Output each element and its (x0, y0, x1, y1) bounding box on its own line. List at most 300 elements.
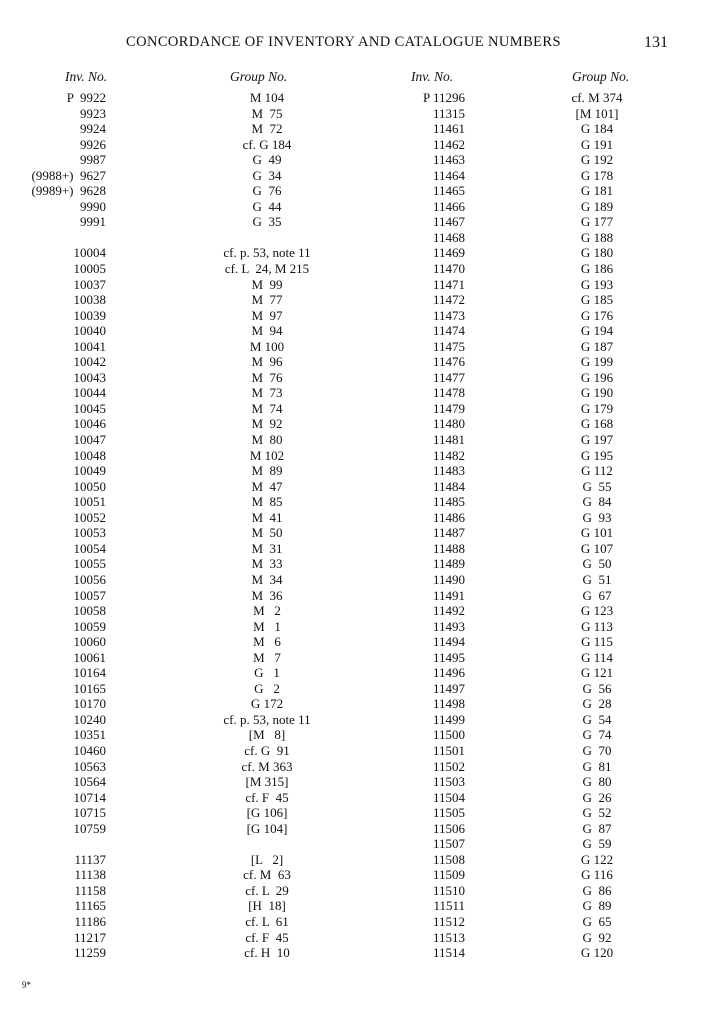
group-number: G 172 (250, 696, 284, 712)
table-row (357, 168, 714, 184)
inventory-number: 11514 (432, 945, 465, 961)
table-row (0, 152, 357, 168)
table-row (357, 199, 714, 215)
table-row (357, 277, 714, 293)
table-row (0, 168, 357, 184)
group-number: G 192 (580, 152, 614, 168)
group-number: G 179 (580, 400, 614, 416)
inventory-number: 10005 (73, 261, 106, 277)
table-row (0, 650, 357, 666)
group-number: M 75 (251, 105, 283, 121)
inventory-number: 11491 (432, 587, 465, 603)
group-number: M 31 (251, 540, 283, 556)
right-inv-column-header: Inv. No. (411, 69, 454, 84)
table-row (357, 930, 714, 946)
group-number: G 191 (580, 136, 614, 152)
group-number: M 50 (251, 525, 283, 541)
inventory-number: 11462 (432, 136, 465, 152)
table-row (357, 759, 714, 775)
table-row (357, 681, 714, 697)
group-number: M 36 (251, 587, 283, 603)
group-number: M 102 (249, 447, 285, 463)
inventory-number: 10240 (73, 711, 106, 727)
group-number: G 190 (580, 385, 614, 401)
group-number: G 194 (580, 323, 614, 339)
inventory-number: 11479 (432, 400, 465, 416)
table-row (357, 790, 714, 806)
group-number: cf. F 45 (245, 789, 289, 805)
table-row (357, 292, 714, 308)
group-number: cf. p. 53, note 11 (223, 711, 311, 727)
table-row (0, 681, 357, 697)
inventory-number: 11138 (74, 867, 106, 883)
inventory-number: 10061 (73, 649, 106, 665)
inventory-number: 9926 (80, 136, 106, 152)
group-number: M 77 (251, 292, 283, 308)
table-row (0, 106, 357, 122)
inventory-number: P 11296 (422, 90, 465, 105)
table-row (357, 914, 714, 930)
table-row (0, 479, 357, 495)
inventory-number: 10055 (73, 556, 106, 572)
inventory-number: 11484 (432, 478, 465, 494)
inventory-number: 10563 (73, 758, 106, 774)
group-number: G 44 (252, 198, 282, 214)
group-number: cf. G 91 (244, 742, 290, 758)
group-number: M 96 (251, 354, 283, 370)
group-number: G 188 (580, 229, 614, 245)
table-row (0, 696, 357, 712)
inventory-number: 11469 (432, 245, 465, 261)
group-number: M 41 (251, 509, 283, 525)
table-row (0, 199, 357, 215)
group-number: G 112 (581, 463, 613, 479)
table-row (357, 401, 714, 417)
table-row (357, 727, 714, 743)
inventory-number: 10053 (73, 525, 106, 541)
group-number: G 87 (582, 820, 612, 836)
group-number: G 178 (580, 167, 614, 183)
table-row (0, 525, 357, 541)
inventory-number: 10048 (73, 447, 106, 463)
table-row (357, 308, 714, 324)
table-row (357, 556, 714, 572)
inventory-number: 11489 (432, 556, 465, 572)
table-row (357, 852, 714, 868)
group-number: G 123 (580, 603, 614, 619)
table-row (357, 183, 714, 199)
table-row (357, 665, 714, 681)
table-row (0, 572, 357, 588)
table-row (0, 588, 357, 604)
group-number: G 168 (580, 416, 614, 432)
group-number: G 184 (580, 121, 614, 137)
table-row (0, 790, 357, 806)
group-number: cf. L 29 (245, 882, 289, 898)
table-row (0, 401, 357, 417)
inventory-number: 10715 (73, 805, 106, 821)
table-row (0, 821, 357, 837)
group-number: cf. L 61 (245, 913, 289, 929)
group-number: M 97 (251, 307, 283, 323)
inventory-number: 11495 (432, 649, 465, 665)
group-number: M 7 (253, 649, 281, 665)
group-number: G 177 (580, 214, 614, 230)
group-number: G 2 (254, 680, 280, 696)
table-row (0, 90, 357, 106)
group-number: G 193 (580, 276, 614, 292)
group-number: M 72 (251, 121, 283, 137)
inventory-number: 11511 (433, 898, 465, 914)
inventory-number: 11490 (432, 571, 465, 587)
inventory-number: 10056 (73, 571, 106, 587)
inventory-number: 10037 (73, 276, 106, 292)
group-number: G 74 (582, 727, 612, 743)
table-row (357, 370, 714, 386)
table-row (0, 759, 357, 775)
table-row (357, 898, 714, 914)
inventory-number: 11470 (432, 261, 465, 277)
table-row (357, 883, 714, 899)
inventory-number: 11510 (432, 882, 465, 898)
group-number: G 89 (582, 898, 612, 914)
table-row (0, 603, 357, 619)
inventory-number: 11507 (432, 836, 465, 852)
group-number: G 54 (582, 711, 612, 727)
group-number: M 99 (251, 276, 283, 292)
group-number: M 6 (253, 634, 281, 650)
group-number: [L 2] (250, 851, 284, 867)
inventory-number: 9923 (80, 105, 106, 121)
table-row (357, 479, 714, 495)
group-number: G 81 (582, 758, 612, 774)
group-number: [M 315] (245, 774, 289, 790)
group-number: M 80 (251, 432, 283, 448)
inventory-number: 11477 (432, 369, 465, 385)
inventory-number: 11509 (432, 867, 465, 883)
group-number: G 176 (580, 307, 614, 323)
table-row (0, 619, 357, 635)
table-row (357, 106, 714, 122)
group-number: M 74 (251, 400, 283, 416)
inventory-number: 9990 (80, 198, 106, 214)
inventory-number: 10038 (73, 292, 106, 308)
group-number: G 185 (580, 292, 614, 308)
table-row (357, 634, 714, 650)
table-row (357, 463, 714, 479)
table-row (0, 510, 357, 526)
inventory-number: 9924 (80, 121, 106, 137)
group-number: G 196 (580, 369, 614, 385)
group-number: G 80 (582, 774, 612, 790)
inventory-number: 10058 (73, 603, 106, 619)
group-number: cf. M 63 (243, 867, 291, 883)
table-row (357, 137, 714, 153)
group-number: G 1 (254, 665, 280, 681)
inventory-number: 11497 (432, 680, 465, 696)
table-row (0, 634, 357, 650)
table-row (357, 805, 714, 821)
group-number: [G 106] (246, 805, 288, 821)
inventory-number: 11475 (432, 338, 465, 354)
group-number: G 107 (580, 540, 614, 556)
group-number: G 197 (580, 432, 614, 448)
inventory-number: 11513 (432, 929, 465, 945)
table-row (357, 603, 714, 619)
group-number: G 186 (580, 261, 614, 277)
inventory-number: 11480 (432, 416, 465, 432)
group-number: G 93 (582, 509, 612, 525)
table-row (0, 214, 357, 230)
group-number: G 122 (580, 851, 614, 867)
inventory-number: 10054 (73, 540, 106, 556)
table-row (0, 432, 357, 448)
group-number: G 84 (582, 494, 612, 510)
table-row (0, 370, 357, 386)
table-row (0, 323, 357, 339)
table-row (0, 183, 357, 199)
table-row (357, 867, 714, 883)
inventory-number: 10759 (73, 820, 106, 836)
inventory-number: 11137 (74, 851, 106, 867)
table-row (0, 883, 357, 899)
table-row (357, 354, 714, 370)
table-row (357, 572, 714, 588)
group-number: M 2 (253, 603, 281, 619)
group-number: G 35 (252, 214, 282, 230)
table-row (0, 712, 357, 728)
group-number: G 55 (582, 478, 612, 494)
group-number: G 199 (580, 354, 614, 370)
right-concordance-table (357, 90, 714, 961)
group-number: M 85 (251, 494, 283, 510)
group-number: G 34 (252, 167, 282, 183)
left-inv-column-header: Inv. No. (65, 69, 108, 84)
inventory-number: 11492 (432, 603, 465, 619)
inventory-number: 11464 (432, 167, 465, 183)
group-number: G 187 (580, 338, 614, 354)
group-number: G 181 (580, 183, 614, 199)
table-row (0, 261, 357, 277)
inventory-number: 11486 (432, 509, 465, 525)
table-row (357, 245, 714, 261)
group-number: cf. M 374 (571, 90, 623, 105)
table-row (0, 556, 357, 572)
table-row (357, 385, 714, 401)
group-number: M 94 (251, 323, 283, 339)
table-row (357, 230, 714, 246)
group-number: G 114 (581, 649, 613, 665)
group-number: G 121 (580, 665, 614, 681)
page-header (0, 34, 714, 56)
inventory-number: 11502 (432, 758, 465, 774)
table-row (357, 90, 714, 106)
inventory-number: 11508 (432, 851, 465, 867)
inventory-number: 10044 (73, 385, 106, 401)
inventory-number: 11461 (432, 121, 465, 137)
inventory-number: 11504 (432, 789, 465, 805)
table-row (0, 292, 357, 308)
inventory-number: 10170 (73, 696, 106, 712)
inventory-number: (9989+) 9628 (31, 183, 106, 199)
inventory-number: P 9922 (66, 90, 106, 105)
inventory-number: 10043 (73, 369, 106, 385)
inventory-number: 11473 (432, 307, 465, 323)
table-row (357, 541, 714, 557)
table-row (357, 696, 714, 712)
inventory-number: 11512 (432, 913, 465, 929)
group-number: G 67 (582, 587, 612, 603)
table-row (357, 774, 714, 790)
inventory-number: 10165 (73, 680, 106, 696)
group-number: M 76 (251, 369, 283, 385)
table-row (357, 152, 714, 168)
table-row (357, 121, 714, 137)
inventory-number: 10460 (73, 742, 106, 758)
inventory-number: 11503 (432, 774, 465, 790)
group-number: G 65 (582, 913, 612, 929)
table-row (357, 416, 714, 432)
inventory-number: 10045 (73, 400, 106, 416)
inventory-number: 10041 (73, 338, 106, 354)
inventory-number: 10047 (73, 432, 106, 448)
table-row (357, 821, 714, 837)
inventory-number: 11493 (432, 618, 465, 634)
inventory-number: 11499 (432, 711, 465, 727)
group-number: G 56 (582, 680, 612, 696)
group-number: [M 101] (575, 105, 619, 121)
inventory-number: 11478 (432, 385, 465, 401)
right-group-column-header: Group No. (572, 69, 630, 84)
group-number: G 101 (580, 525, 614, 541)
inventory-number: 11217 (73, 929, 106, 945)
table-row (0, 541, 357, 557)
table-row (357, 339, 714, 355)
group-number: G 115 (581, 634, 613, 650)
inventory-number: 11165 (74, 898, 106, 914)
group-number: G 49 (252, 152, 282, 168)
inventory-number: 11259 (73, 945, 106, 961)
group-number: cf. G 184 (242, 136, 292, 152)
group-number: G 70 (582, 742, 612, 758)
table-row (0, 277, 357, 293)
inventory-number: 11472 (432, 292, 465, 308)
inventory-number: 10051 (73, 494, 106, 510)
signature-mark: 9* (22, 980, 31, 990)
group-number: G 195 (580, 447, 614, 463)
table-row (0, 354, 357, 370)
group-number: M 33 (251, 556, 283, 572)
inventory-number: 11466 (432, 198, 465, 214)
inventory-number: 11483 (432, 463, 465, 479)
table-row (357, 494, 714, 510)
inventory-number: 11474 (432, 323, 465, 339)
group-number: G 92 (582, 929, 612, 945)
table-row (0, 230, 357, 246)
table-row (357, 712, 714, 728)
group-number: cf. F 45 (245, 929, 289, 945)
page-number: 131 (644, 34, 668, 51)
table-row (0, 743, 357, 759)
table-row (357, 836, 714, 852)
group-number: G 120 (580, 945, 614, 961)
table-row (0, 463, 357, 479)
group-number: M 34 (251, 571, 283, 587)
group-number: G 113 (581, 618, 613, 634)
group-number: G 116 (581, 867, 613, 883)
group-number: M 92 (251, 416, 283, 432)
inventory-number: 10039 (73, 307, 106, 323)
inventory-number: 10059 (73, 618, 106, 634)
group-number: cf. L 24, M 215 (224, 261, 310, 277)
table-row (0, 665, 357, 681)
group-number: G 52 (582, 805, 612, 821)
table-row (0, 308, 357, 324)
table-row (0, 836, 357, 852)
inventory-number: 10042 (73, 354, 106, 370)
group-number: cf. p. 53, note 11 (223, 245, 311, 261)
inventory-number: (9988+) 9627 (31, 167, 106, 183)
running-title: CONCORDANCE OF INVENTORY AND CATALOGUE NUMBERS (126, 34, 561, 50)
inventory-number: 11498 (432, 696, 465, 712)
group-number: [H 18] (248, 898, 286, 914)
inventory-number: 10046 (73, 416, 106, 432)
inventory-number: 10164 (73, 665, 106, 681)
table-row (0, 494, 357, 510)
inventory-number: 11488 (432, 540, 465, 556)
table-row (357, 743, 714, 759)
table-row (357, 945, 714, 961)
group-number: G 26 (582, 789, 612, 805)
inventory-number: 11468 (432, 229, 465, 245)
inventory-number: 10004 (73, 245, 106, 261)
inventory-number: 11315 (432, 105, 465, 121)
group-number: G 189 (580, 198, 614, 214)
table-row (0, 914, 357, 930)
table-row (0, 867, 357, 883)
inventory-number: 10049 (73, 463, 106, 479)
table-row (0, 137, 357, 153)
group-number: G 86 (582, 882, 612, 898)
inventory-number: 11186 (74, 913, 106, 929)
left-concordance-table (0, 90, 357, 961)
group-number: M 89 (251, 463, 283, 479)
table-row (0, 930, 357, 946)
group-number: M 100 (249, 338, 285, 354)
inventory-number: 11487 (432, 525, 465, 541)
group-number: G 50 (582, 556, 612, 572)
table-row (0, 121, 357, 137)
inventory-number: 10714 (73, 789, 106, 805)
table-row (0, 339, 357, 355)
group-number: cf. H 10 (244, 945, 290, 961)
table-row (0, 416, 357, 432)
table-row (0, 774, 357, 790)
group-number: M 1 (253, 618, 281, 634)
group-number: cf. M 363 (241, 758, 293, 774)
inventory-number: 11506 (432, 820, 465, 836)
table-row (0, 448, 357, 464)
group-number: [M 8] (248, 727, 286, 743)
inventory-number: 10052 (73, 509, 106, 525)
inventory-number: 11471 (432, 276, 465, 292)
table-row (357, 214, 714, 230)
inventory-number: 11501 (432, 742, 465, 758)
group-number: M 73 (251, 385, 283, 401)
table-row (357, 510, 714, 526)
table-row (357, 650, 714, 666)
table-row (0, 945, 357, 961)
